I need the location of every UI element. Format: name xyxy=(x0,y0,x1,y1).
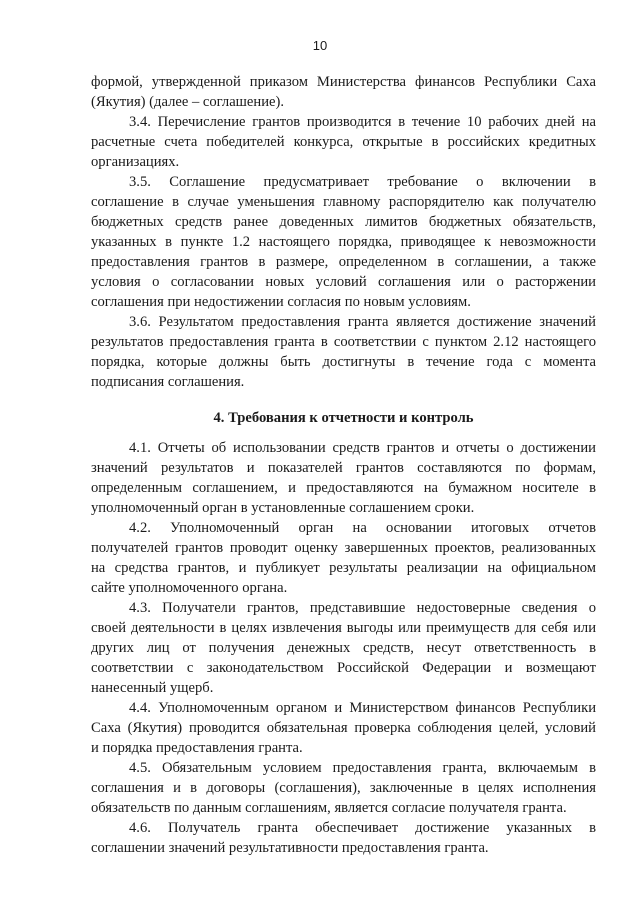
text-line: результатов предоставления гранта в соответствии с пунктом 2.12 настоящего xyxy=(91,334,596,350)
text-line: значений результатов и показателей грантов составляются по формам, xyxy=(91,460,596,476)
text-line: соответствии с законодательством Российской Федерации и возмещают xyxy=(91,660,596,676)
text-line: других лиц от получения денежных средств, несут ответственность в xyxy=(91,640,596,656)
paragraph-4-6: 4.6. Получатель гранта обеспечивает достижение указанных в xyxy=(129,820,596,836)
text-line: сайте уполномоченного органа. xyxy=(91,580,288,596)
text-line: Саха (Якутия) проводится обязательная проверка соблюдения целей, условий xyxy=(91,720,596,736)
text-line: соглашении значений результативности предоставления гранта. xyxy=(91,840,489,856)
text-line: соглашения при недостижении согласия по новым условиям. xyxy=(91,294,471,310)
text-line: соглашение в случае уменьшения главному распорядителю как получателю xyxy=(91,194,596,210)
text-line: нанесенный ущерб. xyxy=(91,680,214,696)
text-line: уполномоченный орган в установленные соглашением сроки. xyxy=(91,500,475,516)
text-line: бюджетных средств ранее доведенных лимитов бюджетных обязательств, xyxy=(91,214,596,230)
text-line: расчетные счета победителей конкурса, открытые в российских кредитных xyxy=(91,134,596,150)
text-line: на средства грантов, и публикует результаты реализации на официальном xyxy=(91,560,596,576)
paragraph-3-4: 3.4. Перечисление грантов производится в течение 10 рабочих дней на xyxy=(129,114,596,130)
text-line: (Якутия) (далее – соглашение). xyxy=(91,94,285,110)
paragraph-4-3: 4.3. Получатели грантов, представившие недостоверные сведения о xyxy=(129,600,596,616)
text-line: указанных в пункте 1.2 настоящего порядка, приводящее к невозможности xyxy=(91,234,596,250)
text-line: и порядка предоставления гранта. xyxy=(91,740,303,756)
page-number: 10 xyxy=(312,38,328,53)
paragraph-3-6: 3.6. Результатом предоставления гранта является достижение значений xyxy=(129,314,596,330)
text-line: предоставления грантов в размере, определенном в соглашении, а также xyxy=(91,254,596,270)
text-line: порядка, которые должны быть достигнуты в течение года с момента xyxy=(91,354,596,370)
text-line: организациях. xyxy=(91,154,180,170)
paragraph-3-5: 3.5. Соглашение предусматривает требование о включении в xyxy=(129,174,596,190)
paragraph-4-5: 4.5. Обязательным условием предоставления гранта, включаемым в xyxy=(129,760,596,776)
text-line: обязательств по данным соглашениям, является согласие получателя гранта. xyxy=(91,800,567,816)
paragraph-4-2: 4.2. Уполномоченный орган на основании итоговых отчетов xyxy=(129,520,596,536)
text-line: соглашения и в договоры (соглашения), заключенные в целях исполнения xyxy=(91,780,596,796)
paragraph-4-1: 4.1. Отчеты об использовании средств грантов и отчеты о достижении xyxy=(129,440,596,456)
section-heading: 4. Требования к отчетности и контроль xyxy=(213,410,474,426)
text-line: формой, утвержденной приказом Министерства финансов Республики Саха xyxy=(91,74,596,90)
text-line: подписания соглашения. xyxy=(91,374,245,390)
text-line: определенным соглашением, и предоставляются на бумажном носителе в xyxy=(91,480,596,496)
text-line: получателей грантов проводит оценку завершенных проектов, реализованных xyxy=(91,540,596,556)
text-line: условия о согласовании новых условий соглашения или о расторжении xyxy=(91,274,596,290)
paragraph-4-4: 4.4. Уполномоченным органом и Министерством финансов Республики xyxy=(129,700,596,716)
text-line: своей деятельности в целях извлечения выгоды или преимуществ для себя или xyxy=(91,620,596,636)
